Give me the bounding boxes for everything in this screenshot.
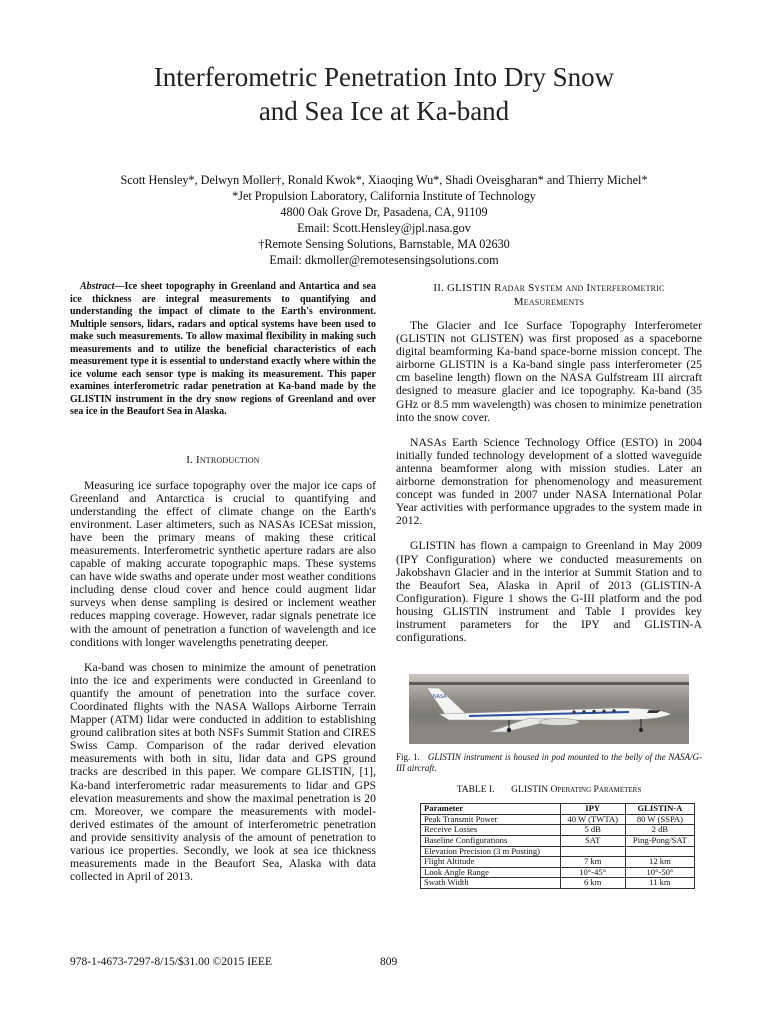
header-ipy: IPY (560, 804, 625, 815)
right-column (396, 281, 702, 889)
aircraft-photo (409, 674, 689, 744)
cell-glistin-a: 10°-50° (625, 867, 694, 878)
author-block (0, 172, 768, 268)
cell-parameter: Swath Width (421, 878, 561, 889)
affiliation-1: *Jet Propulsion Laboratory, California Institute of Technology (232, 189, 536, 203)
cell-ipy: 7 km (560, 857, 625, 868)
table-title-text: GLISTIN Operating Parameters (511, 785, 642, 796)
table-row (421, 836, 695, 847)
cell-parameter: Baseline Configurations (421, 836, 561, 847)
paper-title (0, 60, 768, 128)
cell-glistin-a (625, 846, 694, 857)
hangar-floor (409, 726, 689, 744)
section-1-paragraph-1: Measuring ice surface topography over the major ice caps of Greenland and Antarctica is crucial to quantifying and understanding the effect of climate change on the Earth's environment. Laser altimeters, such as NASAs ICESat mission, have been the primary means of making these critical measurements. Interferometric synthetic aperture radars are also capable of making accurate topographic maps. These systems can have wide swaths and operate under most weather conditions including dense cloud cover and hence could augment lidar surveys when dense sampling is desired or inclement weather reduces mapping coverage. However, radar signals penetrate ice with the amount of penetration a function of wavelength and ice conditions with longer wavelengths penetrating deeper. (70, 478, 376, 649)
cell-parameter: Receive Losses (421, 825, 561, 836)
cell-parameter: Peak Transmit Power (421, 814, 561, 825)
cell-parameter: Elevation Precision (3 m Posting) (421, 846, 561, 857)
figure-label: Fig. 1. (396, 752, 420, 763)
author-list: Scott Hensley*, Delwyn Moller†, Ronald Kwok*, Xiaoqing Wu*, Shadi Oveisgharan* and Thierry Michel* (120, 173, 648, 187)
cell-glistin-a: 2 dB (625, 825, 694, 836)
page-number: 809 (380, 956, 398, 968)
parameters-table (420, 803, 695, 889)
title-line-2: and Sea Ice at Ka-band (258, 96, 510, 126)
cell-ipy (560, 846, 625, 857)
aircraft-illustration (409, 674, 689, 744)
title-line-1: Interferometric Penetration Into Dry Snow (153, 62, 615, 92)
table-row (421, 814, 695, 825)
table-row (421, 857, 695, 868)
section-2-paragraph-2: NASAs Earth Science Technology Office (ESTO) in 2004 initially funded technology development of a slotted waveguide antenna beamformer along with mission studies. Later an airborne demonstration for phenomenology and measurement concept was funded in 2007 under NASA International Polar Year activities with performance upgrades to the system made in 2012. (396, 435, 702, 528)
cell-parameter: Flight Altitude (421, 857, 561, 868)
section-2-heading-line-2: Measurements (513, 296, 585, 308)
header-parameter: Parameter (421, 804, 561, 815)
section-2-paragraph-1: The Glacier and Ice Surface Topography Interferometer (GLISTIN not GLISTEN) was first proposed as a spaceborne digital beamforming Ka-band space-borne mission concept. The airborne GLISTIN is a Ka-band single pass interferometer (25 cm baseline length) flown on the NASA Gulfstream III aircraft designed to measure glacier and ice topography. Ka-band (35 GHz or 8.5 mm wavelength) was chosen to minimize penetration into the snow cover. (396, 319, 702, 424)
instrument-pod (539, 719, 579, 726)
cell-ipy: SAT (560, 836, 625, 847)
table-label: TABLE I. (456, 785, 495, 796)
abstract-label: Abstract (80, 281, 115, 292)
section-2-heading-line-1: II. GLISTIN Radar System and Interferometric (433, 282, 665, 294)
main-wheel (507, 728, 511, 732)
table-row (421, 846, 695, 857)
section-2-paragraph-3: GLISTIN has flown a campaign to Greenland in May 2009 (IPY Configuration) where we conducted measurements on Jakobshavn Glacier and in the interior at Summit Station and to the Beaufort Sea, Alaska in April of 2013 (GLISTIN-A Configuration). Figure 1 shows the G-III platform and the pod housing GLISTIN instrument and Table I provides key instrument parameters for the IPY and GLISTIN-A configurations. (396, 539, 702, 645)
email-1: Email: Scott.Hensley@jpl.nasa.gov (297, 221, 471, 235)
cell-glistin-a: 11 km (625, 878, 694, 889)
address-1: 4800 Oak Grove Dr, Pasadena, CA, 91109 (280, 205, 488, 219)
section-2-heading (396, 281, 702, 309)
cell-ipy: 6 km (560, 878, 625, 889)
table-header-row (421, 804, 695, 815)
figure-caption-text: GLISTIN instrument is housed in pod mounted to the belly of the NASA/G-III aircraft. (396, 752, 702, 774)
cell-glistin-a: 80 W (SSPA) (625, 814, 694, 825)
abstract-text: —Ice sheet topography in Greenland and Antartica and sea ice thickness are integral measurements to quantifying and understanding the impact of climate to the Earth's environment. Multiple sensors, lidars, radars and optical systems have been used to make such measurements. To allow maximal flexibility in making such measurements and to utilize the beneficial characteristics of each measurement type it is essential to understand exactly where within the ice volume each sensor type is making its measurement. This paper examines interferometric radar penetration at Ka-band made by the GLISTIN instrument in the dry snow regions of Greenland and over sea ice in the Beaufort Sea in Alaska. (70, 281, 376, 417)
footer-isbn: 978-1-4673-7297-8/15/$31.00 ©2015 IEEE (70, 956, 272, 968)
table-row (421, 878, 695, 889)
table-row (421, 825, 695, 836)
cell-glistin-a: Ping-Pong/SAT (625, 836, 694, 847)
table-title (396, 784, 702, 797)
tail-marking: NASA (433, 694, 447, 701)
affiliation-2: †Remote Sensing Solutions, Barnstable, MA 02630 (258, 237, 510, 251)
left-column (70, 281, 376, 895)
header-glistin-a: GLISTIN-A (625, 804, 694, 815)
nose-wheel (639, 728, 643, 732)
cell-glistin-a: 12 km (625, 857, 694, 868)
table-row (421, 867, 695, 878)
cell-ipy: 40 W (TWTA) (560, 814, 625, 825)
tail-fin (427, 688, 465, 714)
cell-ipy: 10°-45° (560, 867, 625, 878)
figure-caption (396, 752, 702, 774)
section-1-heading: I. Introduction (186, 453, 260, 466)
cell-ipy: 5 dB (560, 825, 625, 836)
email-2: Email: dkmoller@remotesensingsolutions.com (269, 253, 499, 267)
cell-parameter: Look Angle Range (421, 867, 561, 878)
section-1-paragraph-2: Ka-band was chosen to minimize the amount of penetration into the ice and experiments were conducted in Greenland to quantify the amount of penetration into the surface cover. Coordinated flights with the NASA Wallops Airborne Terrain Mapper (ATM) lidar were conducted in addition to establishing ground calibration sites at both NSFs Summit Station and CIRES Swiss Camp. Comparison of the radar derived elevation measurements with both in situ, lidar data and GPS ground tracks are described in this paper. We compare GLISTIN, [1], Ka-band interferometric radar measurements to lidar and GPS elevation measurements and show the maximal penetration is 20 cm. Moreover, we compare the measurements with model-derived estimates of the amount of interferometric penetration and provide sensitivity analysis of the amount of penetration to various ice properties. Secondly, we look at sea ice thickness measurements made in the Beaufort Sea, Alaska with data collected in April of 2013. (70, 660, 376, 884)
abstract (70, 281, 376, 419)
